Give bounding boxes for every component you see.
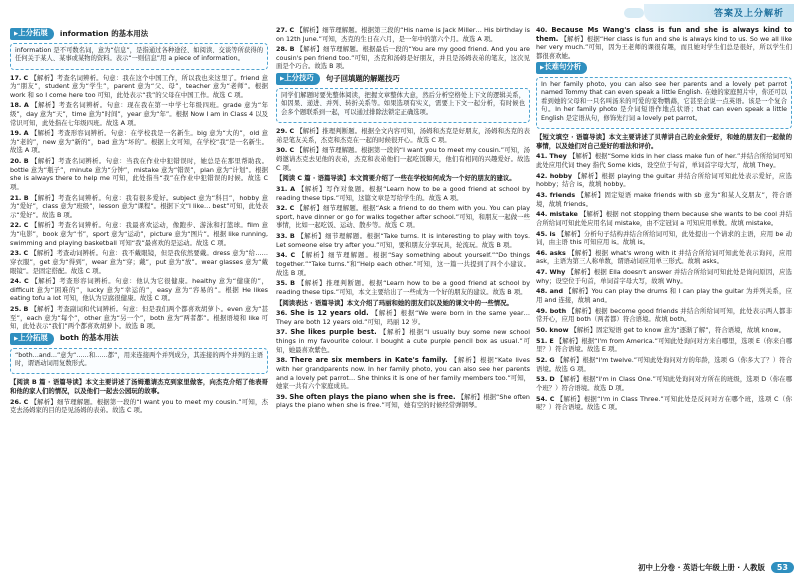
answer-letter: C xyxy=(23,277,29,286)
answer-item xyxy=(536,395,792,412)
answer-letter: D xyxy=(549,375,555,384)
answer-letter: C xyxy=(289,204,295,213)
tip-text: “both…and…”意为“……和……都”，用来连接两个并列成分，其连接的两个并列的主语时，谓语动词用复数形式。 xyxy=(15,351,263,367)
answer-letter: asks xyxy=(549,248,566,257)
answer-item xyxy=(10,194,268,220)
question-number: 42. xyxy=(536,171,548,180)
answer-letter: B xyxy=(289,232,295,241)
answer-letter: B xyxy=(289,45,295,54)
answer-item xyxy=(536,191,792,208)
explanation: 【解析】根据“I'm in Class One.”可知此处询问对方所在的班级，选项 D（你在哪个班？）符合语境。故选 D 项。 xyxy=(536,375,792,392)
answer-letter: There are six members in Kate's family. xyxy=(290,356,448,365)
answer-item xyxy=(536,326,792,335)
question-number: 46. xyxy=(536,248,548,257)
question-number: 17. xyxy=(10,73,22,82)
explanation: 【解析】根据“I usually buy some new school things in my favourite colour. I bought a cute purple pencil box as usual.”可知，她最喜欢紫色。 xyxy=(276,328,530,354)
answer-letter: C xyxy=(290,251,296,260)
question-number: 33. xyxy=(276,232,288,241)
answer-item xyxy=(276,45,530,71)
answer-item xyxy=(10,398,268,415)
question-number: 22. xyxy=(10,221,22,230)
question-number: 49. xyxy=(536,306,548,315)
answer-list xyxy=(276,185,530,297)
answer-item xyxy=(536,337,792,354)
tip-pill: ▶ 上分拓展 xyxy=(10,28,54,40)
answer-item xyxy=(536,287,792,304)
tip-title: both 的基本用法 xyxy=(59,333,119,343)
answer-list xyxy=(10,74,268,331)
header-label: 答案及上分解析 xyxy=(713,9,784,19)
explanation: 【解析】考查名词辨析。句意：当我在作业中犯错误时，她总是在那里帮助我。bottle 意为“瓶子”，minute 意为“分钟”，mistake 意为“错误”，plan 意为“计划”。根据 she is always there to help me 可知，此处指当“我”在作业中犯错误的时候。故选 C 项。 xyxy=(10,157,268,191)
explanation: 【解析】推理判断题。根据“Learn how to be a good friend at school by reading these tips.”可知，本文主要给出了一些成为一个好的朋友的建议。故选 B 项。 xyxy=(276,279,530,296)
answer-letter: She is 12 years old. xyxy=(290,309,369,318)
answer-list xyxy=(276,127,530,172)
answer-item xyxy=(276,393,530,410)
explanation: 【解析】考查形容词辨析。句意：他认为它很健康。healthy 意为“健康的”，difficult 意为“困难的”，lucky 意为“幸运的”，easy 意为“容易的”。根据 He likes eating tofu a lot 可知，他认为豆腐很健康。故选 C 项。 xyxy=(10,277,268,303)
tip-title: information 的基本用法 xyxy=(59,28,149,38)
answer-item xyxy=(276,328,530,354)
answer-item xyxy=(536,249,792,266)
answer-item xyxy=(536,210,792,227)
answer-list xyxy=(536,152,792,411)
answer-letter: C xyxy=(23,249,29,258)
answer-item xyxy=(276,232,530,249)
tip-box-title xyxy=(10,333,268,345)
explanation: 【解析】根据“We were born in the same year… They are both 12 years old.”可知，玛丽 12 岁。 xyxy=(276,309,530,326)
question-number: 18. xyxy=(10,101,22,110)
question-number: 37. xyxy=(276,328,288,337)
answer-letter: C xyxy=(289,127,295,136)
answer-letter: Why xyxy=(549,268,566,277)
book-title: 初中上分卷 · 英语七年级上册 · 人教版 xyxy=(638,562,765,572)
explanation: 【解析】分析句子结构并结合所给词可知，此处提出一个请求的主语，应用 be 动词，由主语 this 可知应用 is。故填 is。 xyxy=(536,229,792,247)
answer-letter: B xyxy=(23,305,29,314)
question-number: 48. xyxy=(536,287,548,296)
tip-box-title xyxy=(10,28,268,40)
answer-letter: They xyxy=(549,152,567,161)
answer-letter: C xyxy=(23,397,29,406)
question-number: 26. xyxy=(10,397,22,406)
question-number: 45. xyxy=(536,229,548,238)
question-number: 44. xyxy=(536,210,548,219)
question-number: 30. xyxy=(276,146,288,155)
column-2 xyxy=(276,26,530,554)
tip-box xyxy=(536,77,792,129)
explanation: 【解析】根据“I'm from America.”可知此处询问对方来自哪里，选项 E（你来自哪里？）符合语境。故选 E 项。 xyxy=(536,336,792,354)
explanation: 【解析】根据“Kate lives with her grandparents now. In her family photo, you can also see her parents and a lovely pet parrot… She thinks it is one of her family members too.”可知，她家一共有六个家庭成员。 xyxy=(276,356,530,391)
explanation: 【解析】细节理解题。根据第一段的“I want you to meet my cousin.”可知，汤姆邀请杰克去见他的表弟，杰克和表弟他们一起吃饭聊天，他们有相同的兴趣爱好。故选 C 项。 xyxy=(276,146,530,172)
answer-item xyxy=(536,230,792,247)
section-intro: 【短文填空 · 语篇导读】本文主要讲述了贝蒂讲自己的业余爱好，和她的朋友们一起做的事情，以及她们对自己爱好的看法和评价。 xyxy=(536,133,792,150)
explanation: 【解析】根据“I'm twelve.”可知此处询问对方的年龄，选项 G（你多大了？）符合语境。故选 G 项。 xyxy=(536,355,792,373)
explanation: 【解析】考查名词辨析。句意：现在我在第一中学七年级四班。grade 意为“年级”，day 意为“天”，time 意为“时间”，year 意为“年”。根据 Now I am in Class 4 以及常识可知，此处指在七年级四班。故选 A 项。 xyxy=(10,101,268,127)
answer-item xyxy=(276,309,530,326)
answer-letter: B xyxy=(23,193,29,202)
answer-letter: A xyxy=(23,101,29,110)
answer-letter: She often plays the piano when she is free. xyxy=(289,392,456,401)
answer-letter: mistake xyxy=(549,210,578,219)
answer-letter: C xyxy=(23,73,29,82)
explanation: 【解析】推理判断题。根据全文内容可知，汤姆和杰克是好朋友，汤姆和杰克的表弟是笔友关系，杰克和杰克在一起的时候很开心。故选 C 项。 xyxy=(276,127,530,144)
answer-item xyxy=(276,251,530,277)
answer-letter: E xyxy=(549,336,554,345)
answer-letter: and xyxy=(549,287,564,296)
page-number: 53 xyxy=(771,562,794,573)
answer-letter: B xyxy=(290,279,295,288)
section-intro: 【阅读 B 篇 · 语篇导读】本文主要讲述了汤姆邀请杰克到家里做客，向杰克介绍了他表哥和他的家人们的情况，以及他们一起去公园玩的故事。 xyxy=(10,378,268,396)
question-number: 41. xyxy=(536,152,548,161)
tip-box xyxy=(10,43,268,70)
answer-item xyxy=(536,356,792,373)
answer-letter: She likes purple best. xyxy=(290,328,377,337)
tip-text: In her family photo, you can also see her parents and a lovely pet parrot named Tommy that can even speak a little English. 在她的家庭照片中，你还可以看到她的父母和一只名叫汤米的可爱的宠物鹦鹉，它甚至会说一点英语。该是一个复合句。In her family photo 是介词短语作地点状语；that can even speak a little English 是定语从句，修饰先行词 a lovely pet parrot。 xyxy=(541,81,787,122)
answer-item xyxy=(536,268,792,285)
tip-box xyxy=(276,88,530,123)
answer-list xyxy=(276,26,530,71)
answer-letter: A xyxy=(23,129,29,138)
question-number: 53. xyxy=(536,375,548,384)
answer-item xyxy=(536,26,792,60)
explanation: 【解析】考查名词辨析。句意：我在这个中国工作，所以我也来这里了。friend 意为“朋友”，student 意为“学生”，parent 意为“父、母”，teacher 意为“老师”。根据 work 和 so I come here too 可知，此处表示“我”的父母在中国工作。故选 C 项。 xyxy=(10,73,268,99)
question-number: 36. xyxy=(276,309,288,318)
answer-letter: C xyxy=(23,221,29,230)
question-number: 31. xyxy=(276,184,288,193)
answer-item xyxy=(536,375,792,392)
answer-letter: C xyxy=(289,26,295,34)
explanation: 【解析】细节理解题。根据“Take turns. It is interesting to play with toys. Let someone else try after you.”可知，要和朋友分享玩具，轮流玩。故选 B 项。 xyxy=(276,232,530,249)
explanation: 【解析】考查名词辨析。句意：我有很多爱好。subject 意为“科目”，hobby 意为“爱好”，class 意为“班级”，lesson 意为“课程”。根据下文“I like… best”可知，此处表示“爱好”。故选 B 项。 xyxy=(10,193,268,219)
explanation: 【解析】考查名词辨析。句意：我最喜欢运动，像跑步、游泳和打篮球。film 意为“电影”，book 意为“书”，sport 意为“运动”，picture 意为“图片”。根据 like running, swimming and playing basketball 可知“我”最喜欢的是运动。故选 C 项。 xyxy=(10,221,268,247)
question-number: 50. xyxy=(536,326,548,334)
question-number: 40. xyxy=(536,26,548,34)
column-1 xyxy=(10,26,268,554)
question-number: 24. xyxy=(10,277,22,286)
tip-title: 句子回填题的解题技巧 xyxy=(325,73,400,83)
answer-item xyxy=(276,204,530,230)
answer-letter: C xyxy=(289,146,295,155)
explanation: 【解析】根据“I'm in Class Three.”可知此处是反问对方在哪个班，选项 C（你呢？）符合语境。故选 C 项。 xyxy=(536,394,792,412)
answer-item xyxy=(10,101,268,127)
question-number: 34. xyxy=(276,251,288,260)
answer-item xyxy=(536,307,792,324)
explanation: 【解析】根据 Ella doesn't answer 并结合所给词可知此处是询问原因，应选 why；设空位于句首，单词首字母大写，故填 Why。 xyxy=(536,268,792,285)
answer-item xyxy=(10,129,268,155)
answer-item xyxy=(10,221,268,247)
answer-letter: hobby xyxy=(549,171,572,180)
answer-letter: know xyxy=(549,326,569,334)
tip-text: 同学们解题时要先整体阅读，把握文章整体大意，然后分析空格处上下文的逻辑关系，如因果、递进、并列、转折关系等。如果选项有实义，需要上下文一起分析，有时候也会多个题联系到一起，可以通过排除法锁定正确选项。 xyxy=(281,91,525,116)
answer-item xyxy=(10,305,268,331)
explanation: 【解析】细节理解题。根据第一段的“I want you to meet my cousin.”可知，杰克去汤姆家的目的是见汤姆的表弟。故选 C 项。 xyxy=(10,397,268,415)
page-header xyxy=(624,4,794,28)
explanation: 【解析】根据 not stopping them because she wants to be cool 并结合所给词可知此处应用名词 mistake，由不定冠词 a 可知应用单数。故填 mistake。 xyxy=(536,210,792,227)
header-decoration xyxy=(624,8,644,18)
question-number: 43. xyxy=(536,191,548,200)
tip-pill: ▶ 长难句分析 xyxy=(536,62,587,74)
question-number: 39. xyxy=(276,392,288,401)
answer-item xyxy=(10,74,268,100)
answer-list xyxy=(276,309,530,410)
question-number: 54. xyxy=(536,394,548,403)
explanation: 【解析】细节理解题。根据最后一段的“You are my good friend. And you are cousin's pen friend too.”可知，杰克和汤姆是好朋友，并且是汤姆表弟的笔友，这次见面是个巧合。故选 B 项。 xyxy=(276,45,530,71)
question-number: 23. xyxy=(10,249,22,258)
answer-letter: both xyxy=(549,306,567,315)
section-intro: 【阅读 C 篇 · 语篇导读】本文简要介绍了一些在学校如何成为一个好的朋友的建议。 xyxy=(276,174,516,183)
question-number: 38. xyxy=(276,356,288,365)
explanation: 【解析】根据“Her class is fun and she is always kind to us. So we all like her very much.”可知，因为王老师的课很有趣，而且她对学生们总是很好，所以学生们都很喜欢她。 xyxy=(536,34,792,60)
answer-item xyxy=(10,249,268,275)
tip-pill: ▶ 上分拓展 xyxy=(10,333,54,345)
answer-letter: friends xyxy=(549,191,576,200)
explanation: 【解析】考查形容词辨析。句意：在学校我是一名新生。big 意为“大的”，old 意为“老的”，new 意为“新的”，bad 意为“坏的”。根据上文可知，在学校“我”是一名新生。故选 A 项。 xyxy=(10,129,268,155)
explanation: 【解析】You can play the drums 和 I can play the guitar 为并列关系，应用 and 连接，故填 and。 xyxy=(536,287,792,305)
page-footer xyxy=(638,560,794,574)
answer-item xyxy=(536,172,792,189)
tip-box-title xyxy=(276,73,530,85)
explanation: 【解析】细节理解题。根据第三段的“His name is Jack Miller… His birthday is on 12th June.”可知，杰克的生日在六月，是一年中的第六个月。故选 A 项。 xyxy=(276,26,530,43)
explanation: 【解析】根据“She often plays the piano when she is free.”可知，她有空的时候经常弹钢琴。 xyxy=(276,392,530,410)
explanation: 【解析】根据 playing the guitar 并结合所给词可知此处表示爱好，应选 hobby；结合 is，故填 hobby。 xyxy=(536,171,792,189)
question-number: 21. xyxy=(10,193,22,202)
answer-letter: G xyxy=(549,355,555,364)
question-number: 32. xyxy=(276,204,288,213)
section-intro: 【阅读表达 · 语篇导读】本文介绍了玛丽和她的朋友们以及她的课文中的一些情况。 xyxy=(276,298,513,307)
explanation: 【解析】根据 become good friends 并结合所给词可知，此处表示两人都非常开心，应用 both（两者都）符合语境。故填 both。 xyxy=(536,306,792,324)
explanation: 【解析】固定短语 make friends with sb 意为“和某人交朋友”，符合语境，故填 friends。 xyxy=(536,191,792,208)
explanation: 【解析】考查动词辨析。句意：我不戴眼镜，但是我依然要戴。dress 意为“给……穿衣服”，get 意为“得到”，wear 意为“穿；戴”，put 意为“放”。wear glasses 意为“戴眼镜”。是固定搭配。故选 C 项。 xyxy=(10,249,268,275)
answer-item xyxy=(276,185,530,202)
explanation: 【解析】根据“Some kids in her class make fun of her.”并结合所给词可知此处应用代词 they 指代 Some kids，设空位于句首，单词首字母大写，故填 They。 xyxy=(536,152,792,170)
explanation: 【解析】细节理解题。根据“Ask a friend to do them with you. You can play sport, have dinner or go for walks together after school.”可知，和朋友一起做一些事情，比如一起吃饭、运动、散步等。故选 C 项。 xyxy=(276,204,530,230)
question-number: 20. xyxy=(10,157,22,166)
explanation: 【解析】细节理解题。根据“Say something about yourself.”“Do things together.”“Take turns.”和“Help each other.”可知，这一篇一共提到了四个小建议。故选 B 项。 xyxy=(276,251,530,277)
explanation: 【解析】固定短语 get to know 意为“逐渐了解”，符合语境，故填 know。 xyxy=(570,326,785,334)
answer-letter: C xyxy=(549,394,555,403)
question-number: 29. xyxy=(276,127,288,136)
question-number: 47. xyxy=(536,268,548,277)
explanation: 【解析】考查副词和代词辨析。句意：但是我们两个都喜欢胡萝卜。even 意为“甚至”，each 意为“每个”，other 意为“另一个”，both 意为“两者都”。根据语境和 like 可知，此处表示“我们”两个都喜欢胡萝卜。故选 B 项。 xyxy=(10,305,268,331)
column-3 xyxy=(536,26,792,554)
answer-item xyxy=(276,356,530,390)
explanation: 【解析】写作对象题。根据“Learn how to be a good friend at school by reading these tips.”可知，这篇文章是写给学生的。故选 A 项。 xyxy=(276,184,530,202)
explanation: 【解析】根据 what's wrong with it 并结合所给词可知此处表示询问，应用 ask，主语为第三人称单数，谓语动词应用单三形式。故填 asks。 xyxy=(536,248,792,266)
question-number: 25. xyxy=(10,305,22,314)
question-number: 27. xyxy=(276,26,288,34)
question-number: 52. xyxy=(536,355,548,364)
answer-sentence: Because Ms Wang's class is fun and she is always kind to them. xyxy=(536,26,792,43)
answer-item xyxy=(536,152,792,169)
tip-pill: ▶ 上分技巧 xyxy=(276,73,320,85)
question-number: 35. xyxy=(276,279,288,288)
answer-item xyxy=(276,146,530,172)
tip-box xyxy=(10,348,268,375)
answer-item xyxy=(276,127,530,144)
answer-item xyxy=(10,157,268,191)
tip-text: information 是不可数名词，意为“信息”，是指通过各种途径、如阅读、交谈等所获得的任何关于某人、某事或某物的资料。表示“一则信息”用 a piece of information。 xyxy=(15,46,263,62)
question-number: 19. xyxy=(10,129,22,138)
answer-letter: B xyxy=(23,157,29,166)
answer-letter: is xyxy=(549,229,556,238)
tip-box-title xyxy=(536,62,792,74)
answer-item xyxy=(276,279,530,296)
answer-item xyxy=(10,277,268,303)
answer-item xyxy=(276,26,530,43)
question-number: 28. xyxy=(276,45,288,54)
question-number: 51. xyxy=(536,336,548,345)
answer-letter: A xyxy=(290,184,296,193)
